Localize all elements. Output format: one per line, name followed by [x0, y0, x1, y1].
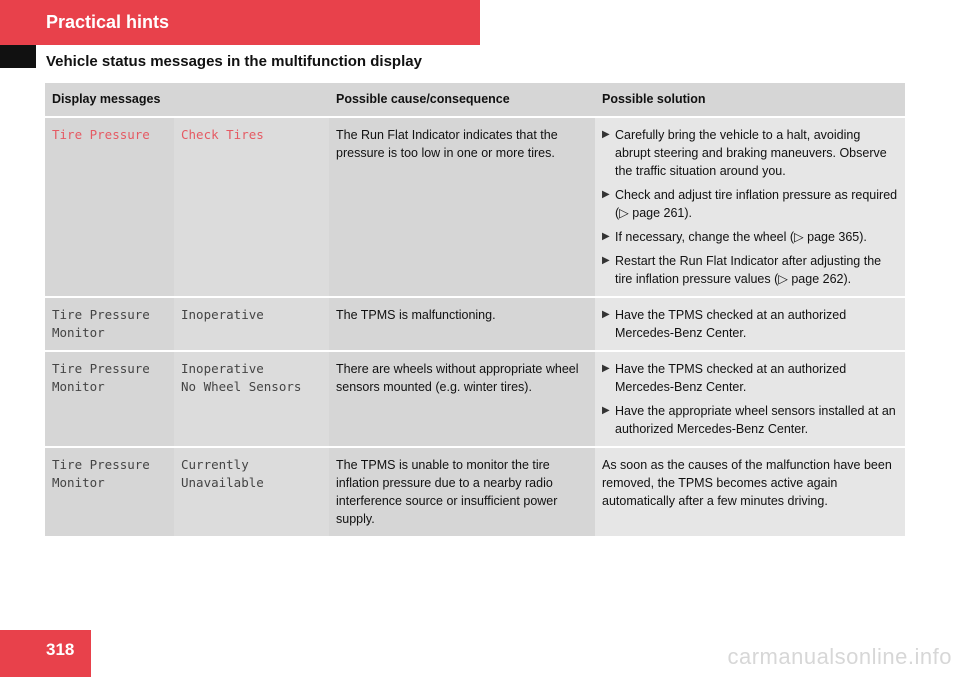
corner-marker	[0, 45, 36, 68]
triangle-right-icon: ▶	[602, 405, 610, 416]
triangle-right-icon: ▶	[602, 309, 610, 320]
state-cell	[174, 298, 329, 352]
triangle-right-icon: ▶	[602, 231, 610, 242]
solution-item: ▶ Restart the Run Flat Indicator after adjusting the tire inflation pressure values (▷ page 262).	[602, 254, 882, 286]
cause-cell: The Run Flat Indicator indicates that the pressure is too low in one or more tires.	[329, 118, 595, 298]
table-header-row	[45, 83, 905, 118]
status-messages-table	[45, 83, 905, 538]
table-row	[45, 298, 905, 352]
page-subheading: Vehicle status messages in the multifunction display	[46, 53, 422, 70]
solution-item: ▶ If necessary, change the wheel (▷ page 365).	[602, 230, 867, 244]
solution-item: ▶ Have the TPMS checked at an authorized Mercedes-Benz Center.	[602, 308, 847, 340]
solution-cell: As soon as the causes of the malfunction have been removed, the TPMS becomes active again automatically after a few minutes driving.	[595, 448, 905, 538]
solution-item: ▶ Carefully bring the vehicle to a halt, avoiding abrupt steering and braking maneuvers. Observe the traffic situation around you.	[602, 128, 887, 178]
cause-cell: The TPMS is unable to monitor the tire inflation pressure due to a nearby radio interference source or insufficient power supply.	[329, 448, 595, 538]
section-title-tab	[0, 0, 480, 45]
state-cell	[174, 118, 329, 298]
watermark: carmanualsonline.info	[727, 644, 952, 669]
triangle-right-icon: ▶	[602, 363, 610, 374]
header-possible-cause: Possible cause/consequence	[329, 83, 595, 118]
solution-item: ▶ Have the appropriate wheel sensors installed at an authorized Mercedes-Benz Center.	[602, 404, 896, 436]
state-cell	[174, 448, 329, 538]
page-number-tab	[0, 630, 91, 677]
display-state: Currently Unavailable	[181, 457, 264, 490]
page-number: 318	[46, 640, 75, 659]
header-display-messages: Display messages	[45, 83, 329, 118]
section-title: Practical hints	[46, 12, 170, 32]
solution-cell	[595, 118, 905, 298]
display-state: Inoperative	[181, 307, 264, 322]
display-state: Check Tires	[181, 127, 264, 142]
display-message: Tire Pressure Monitor	[52, 361, 150, 394]
message-cell	[45, 352, 174, 448]
triangle-right-icon: ▶	[602, 189, 610, 200]
table-row	[45, 448, 905, 538]
triangle-right-icon: ▶	[602, 255, 610, 266]
solution-item: ▶ Check and adjust tire inflation pressure as required (▷ page 261).	[602, 188, 898, 220]
table-row	[45, 352, 905, 448]
cause-cell: There are wheels without appropriate wheel sensors mounted (e.g. winter tires).	[329, 352, 595, 448]
cause-cell: The TPMS is malfunctioning.	[329, 298, 595, 352]
display-state: Inoperative No Wheel Sensors	[181, 361, 302, 394]
triangle-right-icon: ▶	[602, 129, 610, 140]
header-possible-solution: Possible solution	[595, 83, 905, 118]
message-cell	[45, 298, 174, 352]
display-message: Tire Pressure Monitor	[52, 307, 150, 340]
table-row	[45, 118, 905, 298]
solution-cell	[595, 298, 905, 352]
message-cell	[45, 118, 174, 298]
display-message: Tire Pressure Monitor	[52, 457, 150, 490]
solution-cell	[595, 352, 905, 448]
display-message: Tire Pressure	[52, 127, 150, 142]
state-cell	[174, 352, 329, 448]
message-cell	[45, 448, 174, 538]
solution-item: ▶ Have the TPMS checked at an authorized Mercedes-Benz Center.	[602, 362, 847, 394]
